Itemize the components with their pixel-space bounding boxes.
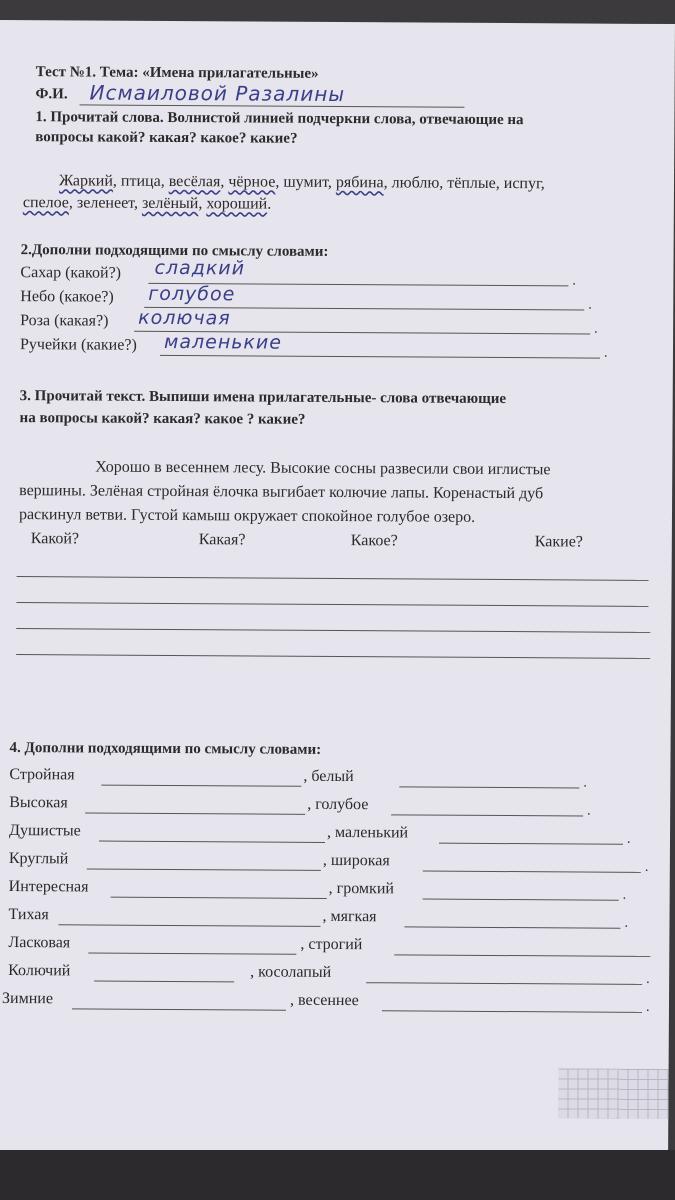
task1-words-line1	[59, 172, 545, 193]
answer-line	[366, 982, 642, 985]
answer-line	[94, 981, 234, 983]
word-plain: .	[267, 195, 272, 213]
task4-left-9: Зимние	[1, 989, 54, 1008]
writing-line	[16, 628, 650, 633]
word-plain: , птица,	[112, 172, 169, 190]
word-plain: ,	[198, 195, 207, 213]
task1-heading-1: 1. Прочитай слова. Волнистой линией подчеркни слова, отвечающие на	[35, 109, 524, 129]
answer-line	[87, 868, 321, 870]
task2-prompt-1: Сахар (какой?)	[20, 264, 122, 282]
task3-heading-1: 3. Прочитай текст. Выпиши имена прилагательные- слова отвечающие	[19, 388, 507, 408]
task4-left-5: Интересная	[8, 878, 89, 896]
answer-line	[399, 786, 579, 788]
task4-left-8: Колючий	[8, 962, 71, 980]
task1-heading-2: вопросы какой? какая? какое? какие?	[35, 129, 298, 147]
writing-line	[16, 654, 650, 659]
task4-left-1: Стройная	[9, 766, 75, 784]
answer-line	[99, 841, 325, 843]
writing-line	[16, 602, 648, 607]
task2-answer-3: колючая	[138, 306, 231, 330]
answer-line	[394, 954, 650, 957]
word-plain: , люблю, тёплые, испуг,	[383, 174, 545, 193]
task4-left-2: Высокая	[9, 794, 68, 812]
task2-answer-4: маленькие	[163, 330, 283, 354]
answer-line	[423, 871, 641, 873]
answer-line	[439, 843, 623, 845]
task4-right-5: , громкий	[328, 879, 395, 898]
task4-left-7: Ласковая	[8, 934, 71, 952]
task3-text-3: раскинул ветви. Густой камыш окружает спокойное голубое озеро.	[18, 506, 476, 526]
task4-left-6: Тихая	[8, 906, 49, 924]
answer-line	[404, 926, 620, 928]
word-plain: , зеленеет,	[68, 194, 143, 212]
task3-text-1: Хорошо в весеннем лесу. Высокие сосны развесили свои иглистые	[95, 458, 551, 479]
task3-heading-2: на вопросы какой? какая? какое ? какие?	[19, 410, 306, 428]
word-plain: ,	[220, 173, 229, 191]
task4-right-9: , весеннее	[289, 991, 359, 1010]
answer-line	[85, 812, 305, 814]
task4-right-6: , мягкая	[322, 907, 377, 926]
task2-heading: 2.Дополни подходящими по смыслу словами:	[20, 242, 329, 260]
word-plain: , шумит,	[275, 173, 337, 191]
word-underlined: хороший	[206, 195, 268, 213]
word-underlined: Жаркий	[58, 172, 114, 190]
task1-words-line2	[23, 194, 271, 214]
task4-right-4: , широкая	[322, 851, 390, 870]
answer-line	[160, 355, 600, 359]
task4-heading: 4. Дополни подходящими по смыслу словами:	[9, 740, 322, 758]
task2-prompt-2: Небо (какое?)	[20, 288, 114, 306]
task4-right-1: , белый	[303, 767, 354, 786]
answer-line	[382, 1010, 642, 1013]
task2-prompt-3: Роза (какая?)	[20, 312, 109, 330]
word-underlined: спелое	[22, 194, 69, 212]
task4-left-3: Душистые	[9, 822, 81, 840]
background-surface	[0, 1150, 675, 1200]
question-kakaya: Какая?	[198, 531, 246, 549]
writing-line	[17, 576, 649, 581]
task4-left-4: Круглый	[8, 850, 69, 868]
worksheet-page: Тест №1. Тема: «Имена прилагательные» Ф.И. Исмаиловой Разалины 1. Прочитай слова. Волнистой линией подчеркни слова, отвечающие на вопросы какой? какая? какое? какие? Жаркий, птица, весёлая, чёрное, шумит, рябина, люблю, тёплые, испуг, спелое, зеленеет, зелёный, хороший. 2.Дополни подходящими по смыслу словами: Сахар (какой?) сладкий . Небо (какое?) голубое . Роза (какая?) колючая . Ручейки (какие?) маленькие . 3. Прочитай текст. Выпиши имена прилагательные- слова отвечающие на вопросы какой? какая? какое ? какие? Хорошо в весеннем лесу. Высокие сосны развесили свои иглистые вершины. Зелёная стройная ёлочка выгибает колючие лапы. Коренастый дуб раскинул ветви. Густой камыш окружает спокойное голубое озеро. Какой? Какая? Какое? Какие? 4. Дополни подходящими по смыслу словами: Стройная , белый . Высокая , голубое . Душистые , маленький . Круглый , широкая . Интересная , громкий . Тихая , мягкая . Ласковая , строгий Колючий , косолапый . Зимние , весеннее .	[0, 20, 675, 1159]
task2-answer-1: сладкий	[154, 256, 246, 280]
task3-text-2: вершины. Зелёная стройная ёлочка выгибает колючие лапы. Коренастый дуб	[19, 482, 544, 503]
answer-line	[88, 952, 296, 954]
task4-right-3: , маленький	[326, 823, 409, 842]
answer-line	[101, 785, 301, 787]
question-kakie: Какие?	[534, 533, 583, 551]
page-title: Тест №1. Тема: «Имена прилагательные»	[35, 64, 319, 82]
task4-right-2: , голубое	[307, 795, 369, 814]
fio-handwritten: Исмаиловой Разалины	[89, 80, 346, 107]
task2-prompt-4: Ручейки (какие?)	[19, 336, 137, 354]
question-kakoe: Какое?	[350, 532, 398, 550]
word-underlined: чёрное	[228, 173, 276, 191]
grid-paper-corner	[558, 1068, 668, 1119]
answer-line	[423, 899, 619, 901]
fio-line	[79, 104, 464, 107]
fio-label: Ф.И.	[35, 86, 68, 103]
word-underlined: рябина	[335, 173, 384, 192]
answer-line	[58, 924, 320, 927]
task2-answer-2: голубое	[148, 282, 236, 306]
answer-line	[391, 814, 583, 816]
task4-right-7: , строгий	[300, 935, 363, 954]
answer-line	[111, 897, 327, 899]
answer-line	[72, 1008, 286, 1010]
word-underlined: весёлая	[168, 172, 221, 191]
task4-right-8: , косолапый	[250, 963, 332, 981]
word-underlined: зелёный	[141, 194, 199, 213]
question-kakoy: Какой?	[30, 530, 80, 548]
